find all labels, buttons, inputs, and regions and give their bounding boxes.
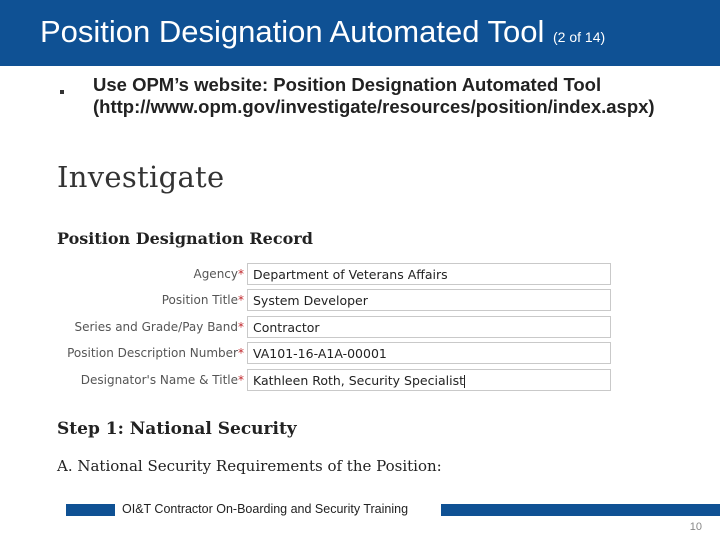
page-heading: Investigate bbox=[57, 160, 225, 194]
bullet-icon bbox=[60, 90, 64, 94]
footer-text: OI&T Contractor On-Boarding and Security Training bbox=[122, 502, 409, 516]
field-label: Series and Grade/Pay Band* bbox=[74, 320, 244, 334]
required-marker: * bbox=[238, 320, 244, 334]
text-cursor bbox=[464, 375, 465, 388]
page-number: 10 bbox=[689, 521, 702, 533]
form-row-series-grade bbox=[0, 316, 620, 340]
footer-bar-right bbox=[441, 504, 720, 516]
subsection-title: A. National Security Requirements of the Position: bbox=[57, 457, 442, 475]
form-row-designator bbox=[0, 369, 620, 393]
step-title: Step 1: National Security bbox=[57, 419, 297, 439]
required-marker: * bbox=[238, 346, 244, 360]
field-label: Agency* bbox=[193, 267, 244, 281]
form-row-description-number bbox=[0, 342, 620, 366]
required-marker: * bbox=[238, 373, 244, 387]
section-title: Position Designation Record bbox=[57, 229, 313, 248]
slide-title bbox=[40, 14, 605, 50]
required-marker: * bbox=[238, 267, 244, 281]
title-bar bbox=[0, 0, 720, 66]
series-grade-input[interactable]: Contractor bbox=[247, 316, 611, 338]
slide-title-suffix: (2 of 14) bbox=[553, 29, 606, 45]
designator-input[interactable]: Kathleen Roth, Security Specialist bbox=[247, 369, 611, 391]
position-title-input[interactable]: System Developer bbox=[247, 289, 611, 311]
form-row-agency bbox=[0, 263, 620, 287]
field-label: Designator's Name & Title* bbox=[80, 373, 244, 387]
description-number-input[interactable]: VA101-16-A1A-00001 bbox=[247, 342, 611, 364]
footer-bar-left bbox=[66, 504, 115, 516]
required-marker: * bbox=[238, 293, 244, 307]
form-row-position-title bbox=[0, 289, 620, 313]
agency-input[interactable]: Department of Veterans Affairs bbox=[247, 263, 611, 285]
field-label: Position Title* bbox=[161, 293, 244, 307]
bullet-text: Use OPM’s website: Position Designation Automated Tool (http://www.opm.gov/investigate/resources/position/index.aspx) bbox=[93, 74, 655, 117]
field-label: Position Description Number* bbox=[67, 346, 244, 360]
slide-title-main: Position Designation Automated Tool bbox=[40, 14, 545, 49]
